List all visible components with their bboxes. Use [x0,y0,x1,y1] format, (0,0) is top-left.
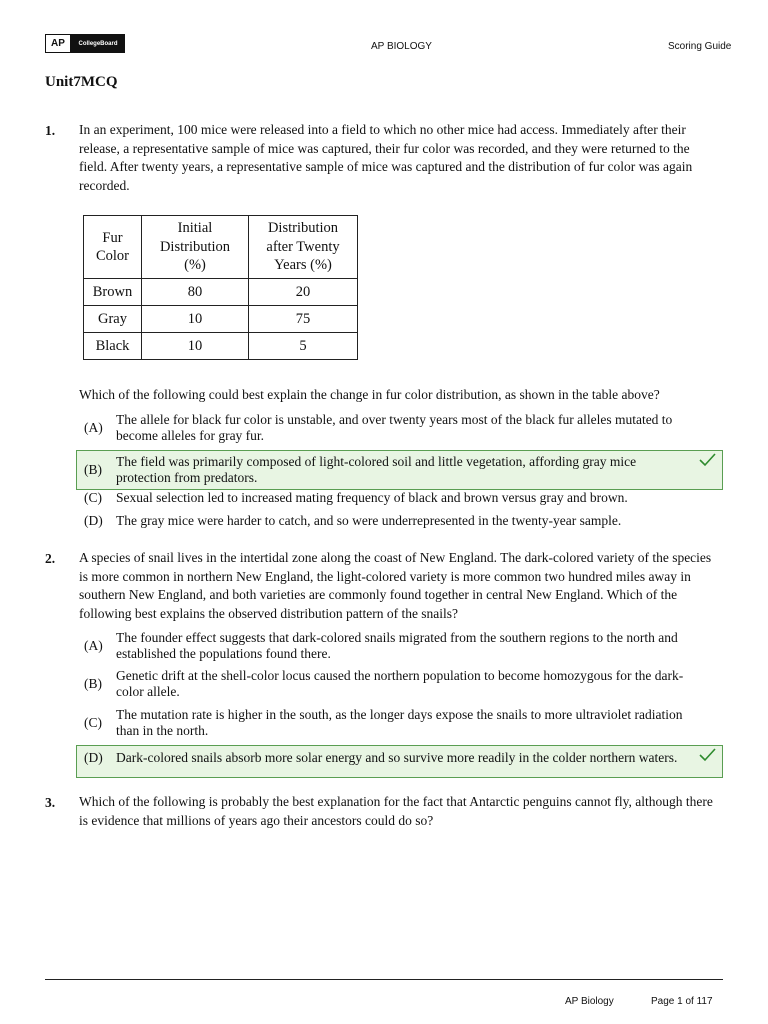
option-label: (D) [84,749,103,765]
fur-color-table [83,215,358,360]
option-label: (D) [84,512,103,528]
answer-option-d[interactable] [84,512,686,529]
option-text: Genetic drift at the shell-color locus caused the northern population to become homozygous for the dark-color allele. [116,668,684,699]
table-cell: Brown [84,279,142,306]
checkmark-icon [699,453,716,467]
table-header-cell: Initial Distribution (%) [142,216,249,279]
answer-option-b[interactable] [84,451,686,489]
footer-course: AP Biology [565,996,614,1007]
checkmark-icon [699,748,716,762]
option-label: (C) [84,715,102,730]
option-text: The gray mice were harder to catch, and so were underrepresented in the twenty-year sample. [116,512,622,528]
option-label: (B) [84,676,102,691]
table-cell: 10 [142,306,249,333]
table-row [84,333,358,360]
table-cell: 10 [142,333,249,360]
option-label: (B) [84,462,102,477]
answer-option-a[interactable] [84,411,686,445]
option-text: The allele for black fur color is unstable, and over twenty years most of the black fur alleles mutated to become alleles for gray fur. [116,412,673,443]
option-text: The founder effect suggests that dark-colored snails migrated from the southern regions to the north and established the populations found there. [116,630,678,661]
answer-option-a[interactable] [84,629,686,663]
option-text: The mutation rate is higher in the south, as the longer days expose the snails to more ultraviolet radiation than in the north. [116,707,683,738]
unit-title: Unit7MCQ [45,74,118,90]
question-text: In an experiment, 100 mice were released into a field to which no other mice had access. Immediately after their release, a representative sample of mice was captured, their fur color was recorded, and they were returned to the field. After twenty years, a representative sample of mice was captured and the distribution of fur color was again recorded. [79,122,693,193]
table-cell: 80 [142,279,249,306]
answer-option-b[interactable] [84,667,686,701]
option-text: Sexual selection led to increased mating frequency of black and brown versus gray and brown. [116,489,628,505]
table-row [84,279,358,306]
question-prompt: Which of the following could best explain the change in fur color distribution, as shown in the table above? [79,387,660,402]
option-text: The field was primarily composed of light-colored soil and little vegetation, affording gray mice protection from predators. [116,454,637,485]
table-header-cell: Fur Color [84,216,142,279]
header-subject: AP BIOLOGY [371,41,432,52]
header-doc-type: Scoring Guide [668,41,732,52]
answer-option-c[interactable] [84,706,686,740]
logo-cb-wordmark: CollegeBoard [71,34,125,53]
table-cell: 20 [249,279,358,306]
question-text: Which of the following is probably the best explanation for the fact that Antarctic penguins cannot fly, although there is evidence that millions of years ago their ancestors could do so? [79,794,713,828]
option-label: (A) [84,420,103,435]
option-label: (A) [84,638,103,653]
option-text: Dark-colored snails absorb more solar energy and so survive more readily in the colder northern waters. [116,749,678,765]
logo-ap-mark: AP [45,34,71,53]
table-header-row [84,216,358,279]
table-cell: 75 [249,306,358,333]
table-cell: Gray [84,306,142,333]
question-number: 2. [45,551,56,566]
answer-option-c[interactable] [84,489,686,506]
footer-divider [45,979,723,980]
answer-option-d[interactable] [84,749,686,766]
footer-page-number: Page 1 of 117 [651,996,713,1007]
option-label: (C) [84,489,102,505]
table-header-cell: Distribution after Twenty Years (%) [249,216,358,279]
question-number: 3. [45,795,56,810]
table-cell: 5 [249,333,358,360]
table-row [84,306,358,333]
collegeboard-logo [45,34,125,53]
question-text: A species of snail lives in the intertidal zone along the coast of New England. The dark-colored variety of the species is more common in northern New England, the light-colored variety is more common two hundred miles away in southern New England, and both varieties are commonly found together in central New England. Which of the following best explains the observed distribution pattern of the snails? [79,550,712,621]
table-cell: Black [84,333,142,360]
question-number: 1. [45,123,56,138]
